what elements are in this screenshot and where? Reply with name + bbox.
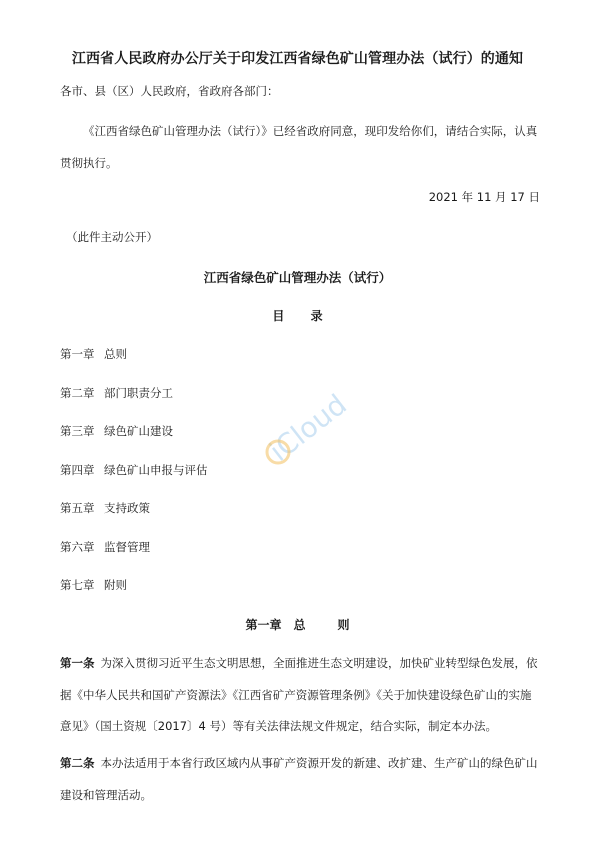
chapter-heading — [0, 616, 595, 633]
chapter-title-char: 总 — [293, 618, 306, 632]
toc-item-title: 附则 — [104, 578, 127, 592]
toc-item-title: 总则 — [104, 347, 127, 361]
watermark-text: iCloud — [263, 387, 353, 468]
toc-item — [60, 500, 150, 516]
toc-item-title: 监督管理 — [104, 540, 150, 554]
toc-item-number: 第一章 — [60, 347, 95, 361]
toc-item-number: 第五章 — [60, 501, 95, 515]
article-paragraph — [60, 648, 540, 743]
toc-item-title: 部门职责分工 — [104, 386, 173, 400]
issue-date: 2021 年 11 月 17 日 — [428, 190, 540, 204]
toc-item — [60, 346, 127, 362]
toc-item — [60, 462, 208, 478]
addressee-line: 各市、县（区）人民政府，省政府各部门： — [60, 84, 279, 98]
notice-title: 江西省人民政府办公厅关于印发江西省绿色矿山管理办法（试行）的通知 — [71, 51, 524, 67]
chapter-title-char: 则 — [337, 618, 350, 632]
toc-item — [60, 577, 127, 593]
intro-paragraph — [60, 115, 540, 179]
article-text: 为深入贯彻习近平生态文明思想，全面推进生态文明建设，加快矿业转型绿色发展，依据《中华人民共和国矿产资源法》《江西省矿产资源管理条例》《关于加快建设绿色矿山的实施意见》（国土资规〔2017〕4 号）等有关法律法规文件规定，结合实际，制定本办法。 — [60, 656, 538, 733]
toc-item — [60, 385, 173, 401]
cloud-watermark — [256, 380, 356, 470]
toc-item-number: 第六章 — [60, 540, 95, 554]
toc-item-number: 第四章 — [60, 463, 95, 477]
toc-item-title: 绿色矿山申报与评估 — [104, 463, 208, 477]
article-label: 第二条 — [60, 756, 95, 770]
toc-item — [60, 423, 173, 439]
toc-item-title: 绿色矿山建设 — [104, 424, 173, 438]
article-label: 第一条 — [60, 656, 95, 670]
toc-item-number: 第七章 — [60, 578, 95, 592]
toc-item-number: 第二章 — [60, 386, 95, 400]
article-paragraph — [60, 748, 540, 811]
toc-item-title: 支持政策 — [104, 501, 150, 515]
article-text: 本办法适用于本省行政区域内从事矿产资源开发的新建、改扩建、生产矿山的绿色矿山建设和管理活动。 — [60, 756, 538, 802]
intro-text: 《江西省绿色矿山管理办法（试行）》已经省政府同意，现印发给你们，请结合实际，认真贯彻执行。 — [60, 124, 538, 170]
toc-heading: 目 录 — [272, 309, 323, 323]
chapter-number: 第一章 — [245, 618, 282, 632]
toc-item — [60, 539, 150, 555]
toc-item-number: 第三章 — [60, 424, 95, 438]
publication-note: （此件主动公开） — [66, 230, 158, 244]
document-title: 江西省绿色矿山管理办法（试行） — [203, 270, 392, 285]
